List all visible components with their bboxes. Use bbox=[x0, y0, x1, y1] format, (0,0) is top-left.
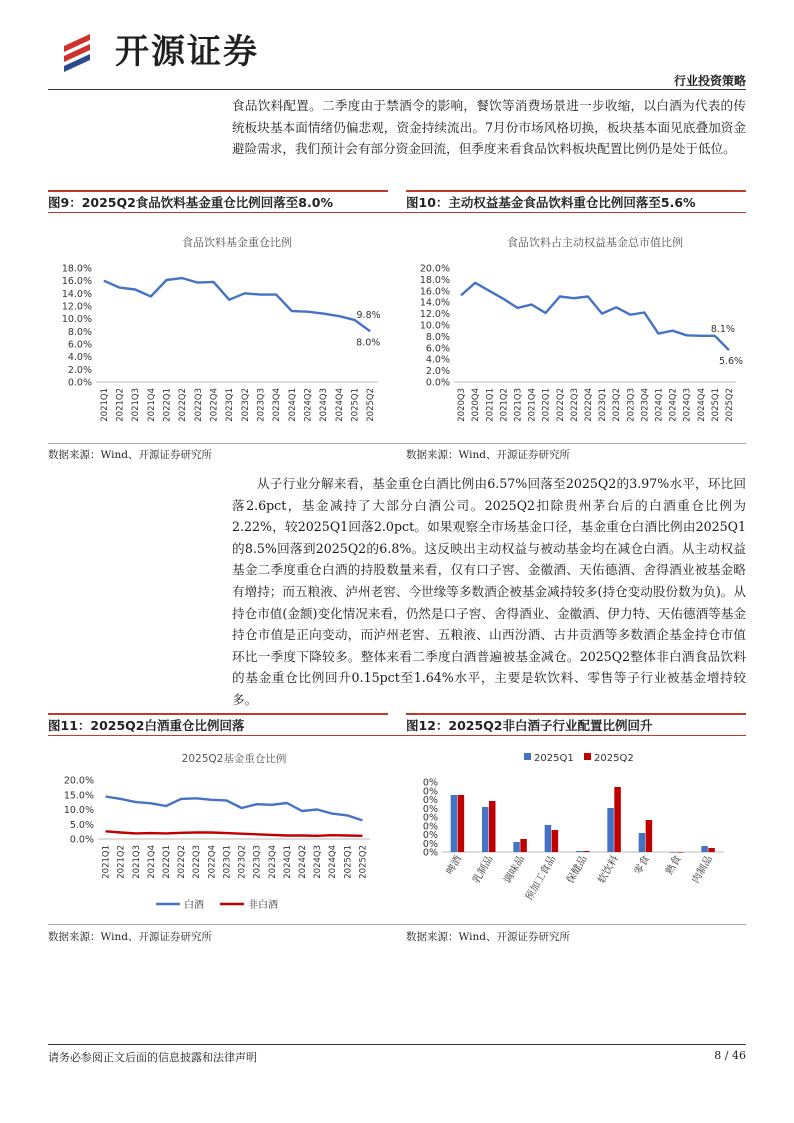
source-rule-2 bbox=[48, 924, 746, 925]
bar-2025Q2 bbox=[708, 848, 715, 852]
x-tick-label: 2023Q4 bbox=[640, 388, 651, 422]
x-tick-label: 2023Q4 bbox=[267, 845, 278, 879]
x-tick-label: 2024Q3 bbox=[319, 388, 330, 422]
y-tick-label: 0.0% bbox=[67, 377, 92, 389]
x-tick-label: 2022Q1 bbox=[162, 388, 173, 422]
y-tick-label: 15.0% bbox=[63, 790, 94, 802]
body-paragraph-1: 食品饮料配置。二季度由于禁酒令的影响，餐饮等消费场景进一步收缩，以白酒为代表的传统板块基本面情绪仍偏悲观，资金持续流出。7月份市场风格切换，板块基本面见底叠加资金避险需求，我们预计会有部分资金回流，但季度来看食品饮料板块配置比例仍是处于低位。 bbox=[232, 98, 746, 157]
x-tick-label: 2021Q2 bbox=[116, 845, 127, 879]
bar-2025Q2 bbox=[583, 851, 590, 852]
x-tick-label: 2022Q2 bbox=[177, 845, 188, 879]
y-tick-label: 20.0% bbox=[63, 775, 94, 787]
fig11-title: 图11：2025Q2白酒重仓比例回落 bbox=[48, 718, 245, 733]
x-tick-label: 2023Q3 bbox=[252, 845, 263, 879]
fig11-source: 数据来源：Wind、开源证券研究所 bbox=[48, 931, 212, 943]
footer-rule bbox=[48, 1044, 746, 1045]
x-tick-label: 2021Q1 bbox=[99, 388, 110, 422]
x-tick-label: 调味品 bbox=[502, 854, 527, 886]
y-tick-label: 0% bbox=[422, 838, 438, 850]
x-tick-label: 2024Q1 bbox=[282, 845, 293, 879]
bar-2025Q2 bbox=[614, 787, 621, 852]
x-tick-label: 2022Q2 bbox=[178, 388, 189, 422]
x-tick-label: 啤酒 bbox=[444, 854, 465, 877]
x-tick-label: 2023Q1 bbox=[225, 388, 236, 422]
bar-2025Q1 bbox=[639, 833, 646, 852]
chart-title: 食品饮料占主动权益基金总市值比例 bbox=[507, 236, 683, 249]
x-tick-label: 2022Q4 bbox=[583, 388, 594, 422]
y-tick-label: 0.0% bbox=[69, 834, 94, 846]
y-tick-label: 4.0% bbox=[67, 352, 92, 364]
x-tick-label: 肉制品 bbox=[690, 854, 715, 886]
y-tick-label: 10.0% bbox=[419, 320, 450, 332]
legend-label-1: 白酒 bbox=[184, 900, 204, 911]
fig12-title: 图12：2025Q2非白酒子行业配置比例回升 bbox=[406, 718, 653, 733]
bar-2025Q2 bbox=[489, 801, 496, 852]
y-tick-label: 8.0% bbox=[425, 331, 450, 343]
fig12-source: 数据来源：Wind、开源证券研究所 bbox=[406, 931, 570, 943]
legend-swatch-2 bbox=[584, 753, 591, 760]
header-rule bbox=[48, 89, 746, 90]
series-line-1 bbox=[104, 278, 370, 331]
y-tick-label: 4.0% bbox=[425, 354, 450, 366]
y-tick-label: 18.0% bbox=[61, 263, 92, 275]
x-tick-label: 2021Q3 bbox=[131, 388, 142, 422]
x-tick-label: 2024Q4 bbox=[334, 388, 345, 422]
series-line-1 bbox=[106, 797, 363, 821]
fig-title-underline-2 bbox=[48, 735, 746, 736]
y-tick-label: 2.0% bbox=[67, 364, 92, 376]
y-tick-label: 0.0% bbox=[425, 377, 450, 389]
x-tick-label: 零食 bbox=[632, 854, 653, 877]
x-tick-label: 2021Q2 bbox=[499, 388, 510, 422]
x-tick-label: 2023Q3 bbox=[626, 388, 637, 422]
header-section: 行业投资策略 bbox=[673, 74, 746, 88]
fig12-chart bbox=[406, 742, 746, 922]
x-tick-label: 2024Q4 bbox=[696, 388, 707, 422]
bar-2025Q1 bbox=[545, 825, 552, 852]
x-tick-label: 2024Q1 bbox=[654, 388, 665, 422]
bar-2025Q1 bbox=[576, 851, 583, 852]
x-tick-label: 2023Q2 bbox=[237, 845, 248, 879]
bar-2025Q2 bbox=[646, 820, 653, 852]
y-tick-label: 0% bbox=[422, 830, 438, 841]
x-tick-label: 预加工食品 bbox=[523, 854, 559, 903]
legend-swatch-1 bbox=[524, 753, 531, 760]
x-tick-label: 2023Q1 bbox=[222, 845, 233, 879]
y-tick-label: 12.0% bbox=[419, 309, 450, 321]
body-paragraph-2: 从子行业分解来看，基金重仓白酒比例由6.57%回落至2025Q2的3.97%水平，环比回落2.6pct，基金减持了大部分白酒公司。2025Q2扣除贵州茅台后的白酒重仓比例为2.22%，较2025Q1回落2.0pct。如果观察全市场基金口径，基金重仓白酒比例由2025Q1的8.5%回落到2025Q2的6.8%。这反映出主动权益与被动基金均在减仓白酒。从主动权益基金二季度重仓白酒的持股数量来看，仅有口子窖、金徽酒、天佑德酒、舍得酒业被基金略有增持；而五粮液、泸州老窖、今世缘等多数酒企被基金减持较多(持仓变动股份数为负)。从持仓市值(金额)变化情况来看，仍然是口子窖、舍得酒业、金徽酒、伊力特、天佑德酒等基金持仓市值是正向变动，而泸州老窖、五粮液、山西汾酒、古井贡酒等多数酒企基金持仓市值环比一季度下降较多。整体来看二季度白酒普遍被基金减仓。2025Q2整体非白酒食品饮料的基金重仓比例回升0.15pct至1.64%水平，主要是软饮料、零售等子行业被基金增持较多。 bbox=[232, 476, 746, 707]
x-tick-label: 2021Q3 bbox=[513, 388, 524, 422]
x-tick-label: 2021Q3 bbox=[131, 845, 142, 879]
source-rule bbox=[48, 443, 746, 444]
y-tick-label: 5.0% bbox=[69, 819, 94, 831]
series-line-1 bbox=[461, 283, 729, 350]
legend-label-2: 2025Q2 bbox=[594, 753, 634, 764]
bar-2025Q1 bbox=[513, 842, 520, 852]
x-tick-label: 2022Q1 bbox=[162, 845, 172, 879]
fig9-title-rule bbox=[48, 190, 388, 192]
x-tick-label: 2022Q1 bbox=[541, 388, 552, 422]
fig11-chart bbox=[48, 742, 388, 922]
y-tick-label: 0% bbox=[422, 812, 438, 824]
y-tick-label: 6.0% bbox=[67, 339, 92, 351]
fig12-title-rule bbox=[406, 713, 746, 715]
y-tick-label: 0% bbox=[422, 795, 438, 806]
x-tick-label: 2025Q1 bbox=[710, 388, 721, 422]
y-tick-label: 0% bbox=[422, 786, 438, 798]
x-tick-label: 2020Q4 bbox=[471, 388, 482, 422]
x-tick-label: 2023Q1 bbox=[598, 388, 609, 422]
x-tick-label: 2021Q4 bbox=[146, 388, 157, 422]
x-tick-label: 熟食 bbox=[664, 854, 684, 877]
series-line-2 bbox=[106, 831, 363, 836]
fig10-source: 数据来源：Wind、开源证券研究所 bbox=[406, 449, 570, 461]
x-tick-label: 2022Q3 bbox=[193, 388, 204, 422]
x-tick-label: 软饮料 bbox=[596, 854, 621, 886]
y-tick-label: 20.0% bbox=[419, 263, 450, 275]
x-tick-label: 2025Q1 bbox=[343, 845, 354, 879]
x-tick-label: 2023Q3 bbox=[256, 388, 267, 422]
x-tick-label: 2022Q2 bbox=[555, 388, 566, 422]
data-label: 8.0% bbox=[356, 337, 381, 349]
y-tick-label: 0% bbox=[422, 847, 438, 859]
x-tick-label: 2024Q3 bbox=[313, 845, 324, 879]
x-tick-label: 2021Q4 bbox=[146, 845, 157, 879]
x-tick-label: 2020Q3 bbox=[457, 388, 468, 422]
y-tick-label: 12.0% bbox=[61, 301, 92, 313]
fig9-chart bbox=[48, 226, 388, 441]
x-tick-label: 2022Q3 bbox=[192, 845, 203, 879]
x-tick-label: 2023Q4 bbox=[272, 388, 283, 422]
page-number: 8 / 46 bbox=[714, 1049, 746, 1062]
data-label: 5.6% bbox=[718, 356, 744, 368]
y-tick-label: 10.0% bbox=[61, 314, 92, 326]
fig9-source: 数据来源：Wind、开源证券研究所 bbox=[48, 449, 212, 461]
x-tick-label: 2021Q1 bbox=[485, 388, 496, 422]
y-tick-label: 14.0% bbox=[419, 297, 450, 309]
fig9-title: 图9：2025Q2食品饮料基金重仓比例回落至8.0% bbox=[48, 195, 333, 210]
x-tick-label: 2025Q2 bbox=[366, 388, 377, 422]
x-tick-label: 2025Q1 bbox=[350, 388, 361, 422]
y-tick-label: 10.0% bbox=[63, 805, 94, 816]
legend-label-1: 2025Q1 bbox=[534, 753, 574, 764]
y-tick-label: 16.0% bbox=[419, 286, 450, 298]
bar-2025Q1 bbox=[482, 807, 489, 852]
x-tick-label: 2021Q1 bbox=[101, 845, 112, 879]
x-tick-label: 2024Q3 bbox=[682, 388, 693, 422]
chart-title: 食品饮料基金重仓比例 bbox=[182, 236, 292, 249]
y-tick-label: 6.0% bbox=[425, 343, 450, 355]
x-tick-label: 2024Q2 bbox=[298, 845, 308, 879]
x-tick-label: 2023Q2 bbox=[240, 388, 251, 422]
x-tick-label: 2024Q2 bbox=[303, 388, 314, 422]
bar-2025Q1 bbox=[670, 852, 677, 853]
x-tick-label: 2023Q2 bbox=[612, 388, 623, 422]
x-tick-label: 2024Q1 bbox=[287, 388, 298, 422]
x-tick-label: 2021Q4 bbox=[527, 388, 538, 422]
logo-text: 开源证券 bbox=[115, 32, 259, 72]
y-tick-label: 8.0% bbox=[67, 326, 92, 338]
x-tick-label: 2022Q4 bbox=[207, 845, 218, 879]
legend-label-2: 非白酒 bbox=[248, 900, 278, 911]
x-tick-label: 保健品 bbox=[565, 854, 590, 886]
y-tick-label: 0% bbox=[422, 777, 438, 789]
y-tick-label: 0% bbox=[422, 821, 438, 833]
bar-2025Q1 bbox=[607, 808, 614, 852]
data-label: 8.1% bbox=[710, 323, 735, 335]
bar-2025Q1 bbox=[701, 846, 708, 852]
bar-2025Q2 bbox=[552, 830, 559, 852]
y-tick-label: 18.0% bbox=[419, 274, 450, 286]
x-tick-label: 乳制品 bbox=[471, 854, 496, 886]
x-tick-label: 2024Q2 bbox=[668, 388, 679, 422]
y-tick-label: 16.0% bbox=[61, 276, 92, 288]
fig10-chart bbox=[406, 226, 746, 441]
x-tick-label: 2024Q4 bbox=[328, 845, 339, 879]
x-tick-label: 2022Q4 bbox=[209, 388, 220, 422]
x-tick-label: 2022Q3 bbox=[569, 388, 580, 422]
x-tick-label: 2025Q2 bbox=[358, 845, 369, 879]
bar-2025Q1 bbox=[451, 795, 458, 852]
chart-title: 2025Q2基金重仓比例 bbox=[181, 753, 287, 765]
bar-2025Q2 bbox=[520, 839, 527, 852]
fig10-title: 图10：主动权益基金食品饮料重仓比例回落至5.6% bbox=[406, 195, 696, 210]
y-tick-label: 14.0% bbox=[61, 288, 92, 300]
data-label: 9.8% bbox=[356, 309, 381, 321]
x-tick-label: 2025Q2 bbox=[724, 388, 735, 422]
fig10-title-rule bbox=[406, 190, 746, 192]
fig-title-underline bbox=[48, 212, 746, 213]
footer-disclaimer: 请务必参阅正文后面的信息披露和法律声明 bbox=[48, 1051, 257, 1064]
y-tick-label: 0% bbox=[422, 803, 438, 815]
y-tick-label: 2.0% bbox=[425, 366, 450, 378]
x-tick-label: 2021Q2 bbox=[115, 388, 126, 422]
bar-2025Q2 bbox=[458, 795, 465, 852]
bar-2025Q2 bbox=[677, 852, 684, 853]
fig11-title-rule bbox=[48, 713, 388, 715]
